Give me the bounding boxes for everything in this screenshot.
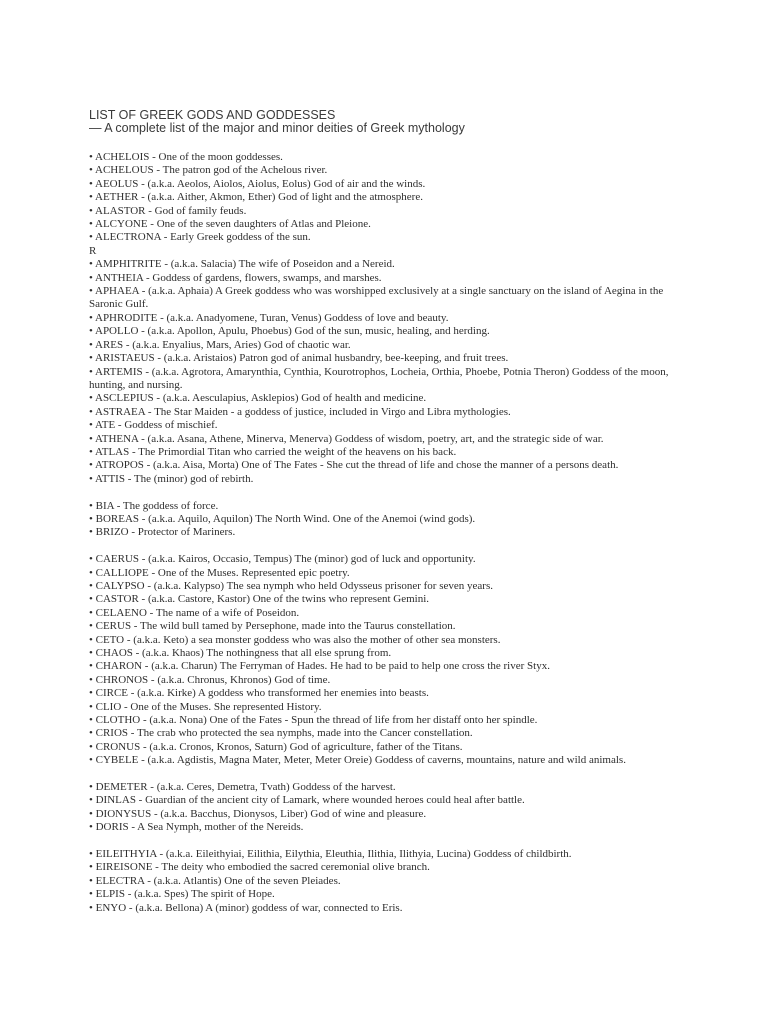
list-item: • CLOTHO - (a.k.a. Nona) One of the Fates - Spun the thread of life from her distaff onto her spindle. (89, 714, 538, 727)
list-item: • BOREAS - (a.k.a. Aquilo, Aquilon) The North Wind. One of the Anemoi (wind gods). (89, 512, 476, 525)
list-item: • ALASTOR - God of family feuds. (89, 204, 247, 217)
list-item: • ACHELOUS - The patron god of the Achelous river. (89, 164, 328, 177)
list-item: • APOLLO - (a.k.a. Apollon, Apulu, Phoebus) God of the sun, music, healing, and herding. (89, 325, 490, 338)
list-item: • ALECTRONA - Early Greek goddess of the sun. (89, 231, 311, 244)
list-item: • ELECTRA - (a.k.a. Atlantis) One of the seven Pleiades. (89, 874, 341, 887)
list-item: • DORIS - A Sea Nymph, mother of the Nereids. (89, 821, 304, 834)
list-item: • ASCLEPIUS - (a.k.a. Aesculapius, Asklepios) God of health and medicine. (89, 392, 427, 405)
section-spacer (89, 540, 679, 553)
list-item: • ELPIS - (a.k.a. Spes) The spirit of Hope. (89, 888, 275, 901)
list-item: • ASTRAEA - The Star Maiden - a goddess of justice, included in Virgo and Libra mythologies. (89, 405, 511, 418)
list-item: • CRONUS - (a.k.a. Cronos, Kronos, Saturn) God of agriculture, father of the Titans. (89, 740, 463, 753)
list-item: • AEOLUS - (a.k.a. Aeolos, Aiolos, Aiolus, Eolus) God of air and the winds. (89, 177, 426, 190)
list-item: • ATLAS - The Primordial Titan who carried the weight of the heavens on his back. (89, 445, 457, 458)
list-item: • CAERUS - (a.k.a. Kairos, Occasio, Tempus) The (minor) god of luck and opportunity. (89, 553, 476, 566)
list-item: • ANTHEIA - Goddess of gardens, flowers, swamps, and marshes. (89, 271, 382, 284)
list-item: • ACHELOIS - One of the moon goddesses. (89, 151, 283, 163)
list-item: • CHAOS - (a.k.a. Khaos) The nothingness that all else sprung from. (89, 647, 392, 659)
list-item: • CERUS - The wild bull tamed by Persephone, made into the Taurus constellation. (89, 620, 456, 633)
list-item: • CRIOS - The crab who protected the sea nymphs, made into the Cancer constellation. (89, 727, 473, 740)
list-item: • CELAENO - The name of a wife of Poseidon. (89, 606, 300, 619)
list-item: • CALLIOPE - One of the Muses. Represented epic poetry. (89, 566, 350, 579)
list-item: • EIREISONE - The deity who embodied the sacred ceremonial olive branch. (89, 861, 430, 874)
list-item: • ARISTAEUS - (a.k.a. Aristaios) Patron god of animal husbandry, bee-keeping, and fruit trees. (89, 352, 509, 365)
list-item: • CLIO - One of the Muses. She represented History. (89, 700, 322, 713)
list-item: • ARES - (a.k.a. Enyalius, Mars, Aries) God of chaotic war. (89, 338, 351, 351)
list-item: • DEMETER - (a.k.a. Ceres, Demetra, Tvath) Goddess of the harvest. (89, 781, 396, 794)
deity-list (89, 151, 679, 915)
list-item: • ATE - Goddess of mischief. (89, 419, 218, 432)
list-item: • CYBELE - (a.k.a. Agdistis, Magna Mater, Meter, Meter Oreie) Goddess of caverns, mountains, nature and wild animals. (89, 754, 626, 767)
list-item: • BRIZO - Protector of Mariners. (89, 526, 236, 539)
list-item: • DINLAS - Guardian of the ancient city of Lamark, where wounded heroes could heal after battle. (89, 794, 525, 807)
document-title: LIST OF GREEK GODS AND GODDESSES (89, 108, 336, 122)
list-item: • APHAEA - (a.k.a. Aphaia) A Greek goddess who was worshipped exclusively at a single sanctuary on the island of Aegina in the Saronic Gulf. (89, 285, 664, 311)
list-item: • AMPHITRITE - (a.k.a. Salacia) The wife of Poseidon and a Nereid. (89, 258, 395, 271)
section-spacer (89, 486, 679, 499)
list-item: R (89, 244, 97, 257)
list-item: • CHRONOS - (a.k.a. Chronus, Khronos) God of time. (89, 673, 331, 686)
list-item: • AETHER - (a.k.a. Aither, Akmon, Ether) God of light and the atmosphere. (89, 191, 423, 204)
list-item: • DIONYSUS - (a.k.a. Bacchus, Dionysos, Liber) God of wine and pleasure. (89, 807, 427, 820)
list-item: • APHRODITE - (a.k.a. Anadyomene, Turan, Venus) Goddess of love and beauty. (89, 311, 449, 324)
list-item: • CHARON - (a.k.a. Charun) The Ferryman of Hades. He had to be paid to help one cross the river Styx. (89, 660, 550, 673)
list-item: • EILEITHYIA - (a.k.a. Eileithyiai, Eilithia, Eilythia, Eleuthia, Ilithia, Ilithyia, Lucina) Goddess of childbirth. (89, 848, 572, 861)
list-item: • CASTOR - (a.k.a. Castore, Kastor) One of the twins who represent Gemini. (89, 593, 429, 606)
list-item: • CALYPSO - (a.k.a. Kalypso) The sea nymph who held Odysseus prisoner for seven years. (89, 579, 493, 592)
list-item: • ARTEMIS - (a.k.a. Agrotora, Amarynthia, Cynthia, Kourotrophos, Locheia, Orthia, Phoebe, Potnia Theron) Goddess of the moon, hunting, and nursing. (89, 365, 669, 391)
list-item: • ATHENA - (a.k.a. Asana, Athene, Minerva, Menerva) Goddess of wisdom, poetry, art, and the strategic side of war. (89, 432, 604, 445)
section-spacer (89, 835, 679, 848)
list-item: • ATTIS - The (minor) god of rebirth. (89, 472, 254, 485)
list-item: • ALCYONE - One of the seven daughters of Atlas and Pleione. (89, 218, 371, 231)
section-spacer (89, 768, 679, 781)
document-subtitle: — A complete list of the major and minor deities of Greek mythology (89, 121, 465, 135)
list-item: • BIA - The goddess of force. (89, 499, 219, 512)
list-item: • CETO - (a.k.a. Keto) a sea monster goddess who was also the mother of other sea monsters. (89, 633, 501, 646)
list-item: • ENYO - (a.k.a. Bellona) A (minor) goddess of war, connected to Eris. (89, 901, 403, 914)
list-item: • ATROPOS - (a.k.a. Aisa, Morta) One of The Fates - She cut the thread of life and chose the manner of a persons death. (89, 459, 619, 472)
list-item: • CIRCE - (a.k.a. Kirke) A goddess who transformed her enemies into beasts. (89, 687, 429, 700)
